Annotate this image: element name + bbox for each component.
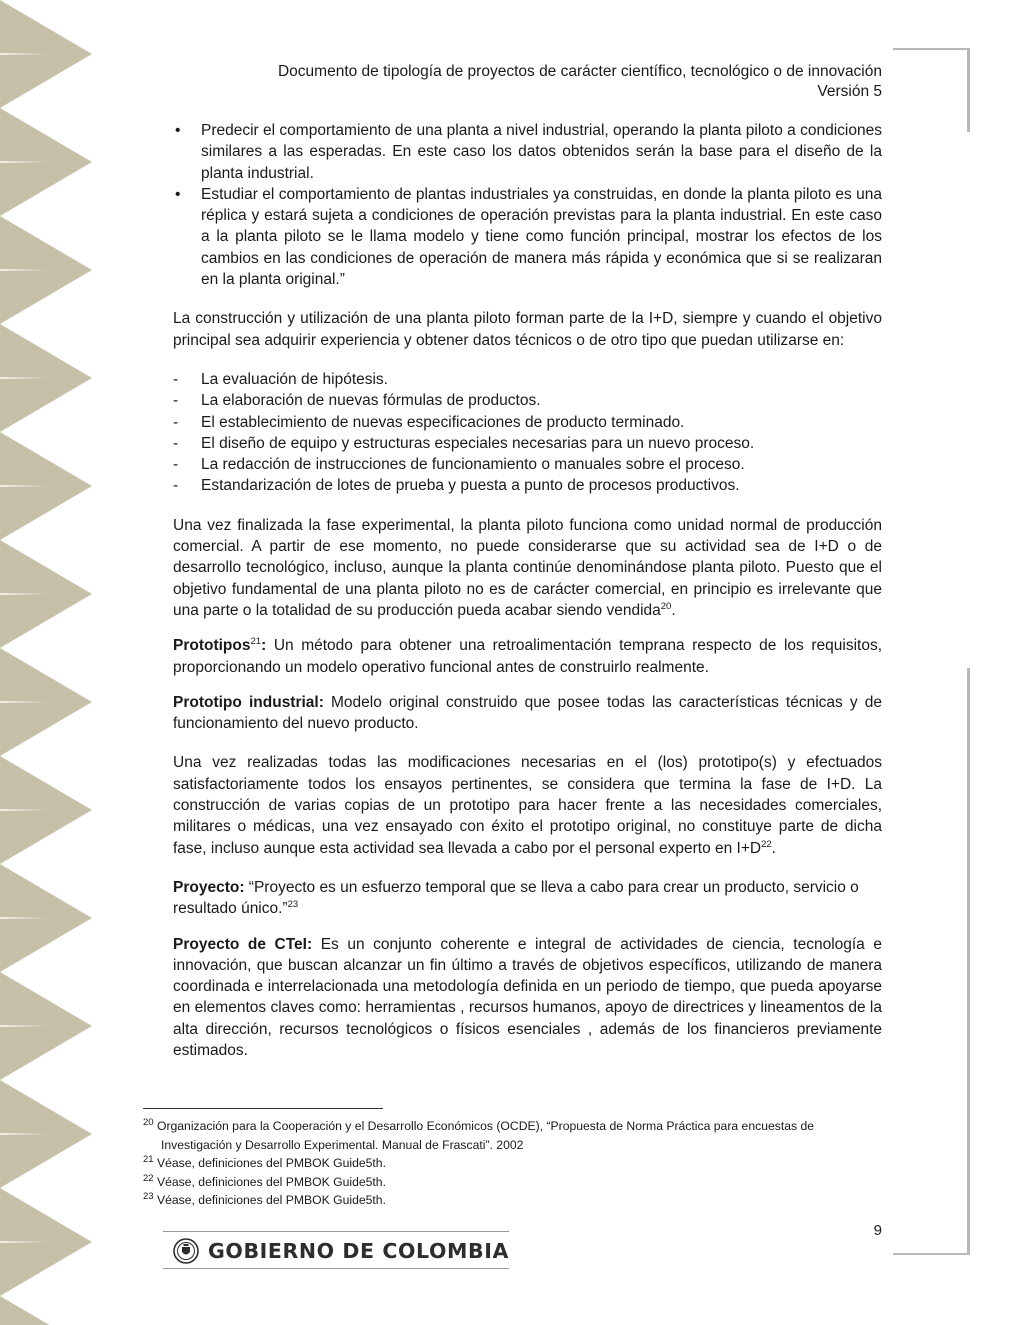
chevron-shape: [0, 648, 92, 756]
bullet-text: Estudiar el comportamiento de plantas industriales ya construidas, en donde la planta piloto es una réplica y estará sujeta a condiciones de operación previstas para la planta industrial. En este caso a la planta piloto se le llama modelo y tiene como función principal, mostrar los efectos de los cambios en las condiciones de operación de manera más rápida y económica que si se realizaran en la planta original.”: [201, 185, 882, 289]
chevron-shape: [0, 864, 92, 972]
dash-item-text: La redacción de instrucciones de funcionamiento o manuales sobre el proceso.: [201, 456, 745, 474]
chevron-shape: [0, 432, 92, 540]
paragraph-experimental: Una vez finalizada la fase experimental, la planta piloto funciona como unidad normal de producción comercial. A partir de ese momento, no puede considerarse que su actividad sea de I+D o de desarrollo tecnológico, incluso, aunque la planta continúe denominándose planta piloto. Puesto que el objetivo fundamental de una planta piloto no es de carácter comercial, en principio es irrelevante que una parte o la totalidad de su producción pueda acabar siendo vendida$^{20}$.: [173, 516, 882, 619]
definition-proyecto-ctei: Proyecto de CTeI: Es un conjunto coherente e integral de actividades de ciencia, tecnología e innovación, que buscan alcanzar un fin último a través de objetivos específicos, utilizando de manera coordinada e interrelacionada una metodología definida en un periodo de tiempo, que pueda apoyarse en elementos claves como: herramientas , recursos humanos, apoyo de directrices y lineamentos de la alta dirección, recursos tecnológicos o físicos esenciales , además de los financieros previamente estimados.: [173, 935, 882, 1059]
footnote-21: $^{21}$ Véase, definiciones del PMBOK Guide5th.: [143, 1153, 386, 1170]
chevron-shape: [0, 756, 92, 864]
chevron-shape: [0, 540, 92, 648]
dash-item-text: El diseño de equipo y estructuras especiales necesarias para un nuevo proceso.: [201, 434, 755, 452]
chevron-shape: [0, 0, 92, 108]
header-version: Versión 5: [817, 83, 882, 100]
definition-proyecto: Proyecto: “Proyecto es un esfuerzo temporal que se lleva a cabo para crear un producto, servicio o resultado único.”$^{23}$: [173, 878, 859, 918]
logo-rule-bottom: [163, 1268, 509, 1269]
chevron-shape: [0, 108, 92, 216]
footnote-ref-22[interactable]: 22: [761, 838, 772, 850]
footnote-23: $^{23}$ Véase, definiciones del PMBOK Guide5th.: [143, 1190, 386, 1207]
chevron-shape: [0, 972, 92, 1080]
coat-of-arms-icon: [173, 1238, 199, 1264]
frame-line-top: [893, 48, 970, 50]
term-proyecto: Proyecto:: [173, 878, 245, 896]
bullet-item: [173, 184, 882, 290]
chevron-shape: [0, 216, 92, 324]
dash-item-text: Estandarización de lotes de prueba y puesta a punto de procesos productivos.: [201, 477, 740, 495]
frame-line-right-lower: [967, 668, 970, 1255]
bullet-list: [173, 120, 882, 290]
chevron-pattern: [0, 0, 92, 1325]
dash-item-text: La evaluación de hipótesis.: [201, 370, 388, 388]
header-title: Documento de tipología de proyectos de carácter científico, tecnológico o de innovación: [277, 63, 882, 80]
chevron-shape: [0, 1296, 92, 1325]
dash-item: - La evaluación de hipótesis.: [173, 370, 388, 388]
decorative-chevron-stripe: [0, 0, 92, 1325]
chevron-shape: [0, 1188, 92, 1296]
bullet-text: Predecir el comportamiento de una planta a nivel industrial, operando la planta piloto a condiciones similares a las esperadas. En este caso los datos obtenidos serán la base para el diseño de la planta industrial.: [201, 122, 882, 182]
logo-rule-top: [163, 1231, 509, 1232]
footnote-ref-23[interactable]: 23: [287, 899, 299, 911]
paragraph-intro: La construcción y utilización de una planta piloto forman parte de la I+D, siempre y cuando el objetivo principal sea adquirir experiencia y obtener datos técnicos o de otro tipo que puedan utilizarse en:: [173, 310, 882, 349]
chevron-shape: [0, 1080, 92, 1188]
document-body: [173, 120, 882, 1061]
bullet-icon: •: [175, 185, 181, 203]
footnote-ref-20[interactable]: 20: [660, 600, 672, 612]
dash-item: - El establecimiento de nuevas especificaciones de producto terminado.: [173, 413, 685, 431]
frame-line-bottom: [893, 1253, 970, 1255]
frame-line-right-upper: [967, 48, 970, 132]
bullet-item: [173, 120, 882, 184]
bullet-icon: •: [175, 122, 181, 139]
dash-list: [173, 369, 882, 497]
definition-prototipo-industrial: Prototipo industrial: Modelo original construido que posee todas las características técnicas y de funcionamiento del nuevo producto.: [173, 693, 882, 733]
dash-item: - El diseño de equipo y estructuras especiales necesarias para un nuevo proceso.: [173, 434, 755, 452]
dash-item-text: El establecimiento de nuevas especificaciones de producto terminado.: [201, 413, 685, 431]
footnote-separator: [143, 1108, 383, 1109]
definition-prototipos: Prototipos$^{21}$: Un método para obtener una retroalimentación temprana respecto de los requisitos, proporcionando un modelo operativo funcional antes de construirlo realmente.: [173, 636, 882, 676]
logo-text: GOBIERNO DE COLOMBIA: [208, 1239, 509, 1263]
dash-item: - La redacción de instrucciones de funcionamiento o manuales sobre el proceso.: [173, 456, 745, 474]
paragraph-modificaciones: Una vez realizadas todas las modificaciones necesarias en el (los) prototipo(s) y efectuados satisfactoriamente todos los ensayos pertinentes, se considera que termina la fase de I+D. La construcción de varias copias de un prototipo para hacer frente a las necesidades comerciales, militares o médicas, una vez ensayado con éxito el prototipo original, no constituye parte de dicha fase, incluso aunque esta actividad sea llevada a cabo por el personal experto en $I+D^{22}$.: [173, 754, 882, 857]
footnote-22: $^{22}$ Véase, definiciones del PMBOK Guide5th.: [143, 1172, 386, 1189]
page-number: 9: [873, 1222, 882, 1239]
gobierno-logo: [173, 1237, 509, 1265]
footnotes: [143, 1117, 863, 1210]
footnote-ref-21[interactable]: 21: [250, 636, 262, 648]
footnote-20: $^{20}$ Organización para la Cooperación y el Desarrollo Económicos (OCDE), “Propuesta de Norma Práctica para encuestas de Investigación y Desarrollo Experimental. Manual de Frascati”. 2002: [143, 1116, 815, 1152]
document-header: [170, 62, 882, 102]
dash-item: - Estandarización de lotes de prueba y puesta a punto de procesos productivos.: [173, 477, 740, 495]
term-proyecto-ctei: Proyecto de CTeI:: [173, 935, 313, 953]
dash-item: - La elaboración de nuevas fórmulas de productos.: [173, 392, 541, 410]
dash-item-text: La elaboración de nuevas fórmulas de productos.: [201, 392, 541, 410]
term-prototipos: Prototipos: [173, 637, 251, 655]
chevron-shape: [0, 324, 92, 432]
term-prototipo-industrial: Prototipo industrial:: [173, 693, 324, 711]
